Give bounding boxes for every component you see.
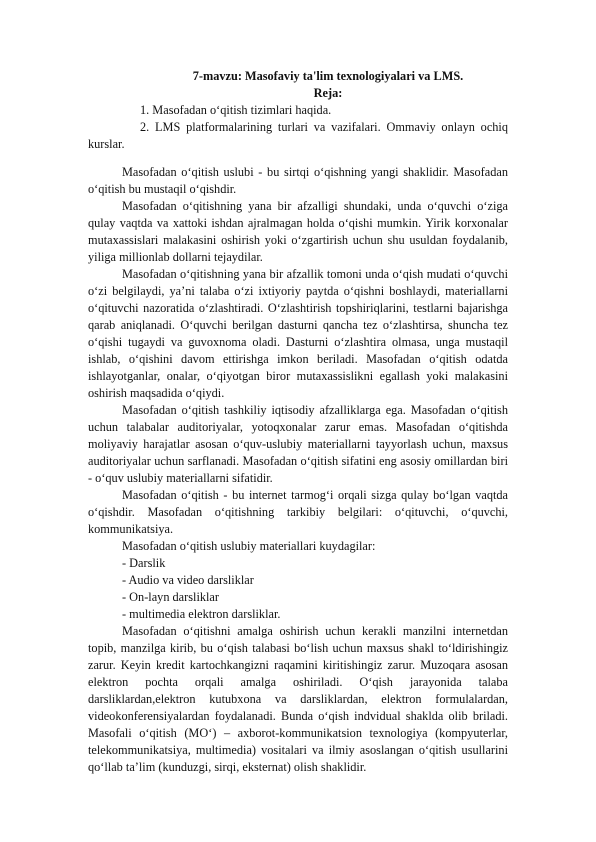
materials-item: - On-layn darsliklar	[122, 590, 219, 604]
materials-item: - Darslik	[122, 556, 166, 570]
paragraph-5: Masofadan o‘qitish - bu internet tarmog‘i orqali sizga qulay bo‘lgan vaqtda o‘qishdir. Masofadan o‘qitishning tarkibiy belgilari: o‘qituvchi, o‘quvchi, kommunikatsiya.	[88, 488, 508, 536]
plan-item-1: 1. Masofadan o‘qitish tizimlari haqida.	[140, 103, 332, 117]
materials-item: - multimedia elektron darsliklar.	[122, 607, 281, 621]
materials-intro: Masofadan o‘qitish uslubiy materiallari kuydagilar:	[122, 539, 376, 553]
paragraph-4: Masofadan o‘qitish tashkiliy iqtisodiy afzalliklarga ega. Masofadan o‘qitish uchun talabalar auditoriyalar, yotoqxonalar zarur emas. Masofadan o‘qitishda moliyaviy harajatlar asosan o‘quv-uslubiy materiallarni tayyorlash uchun, maxsus auditoriyalar uchun sarflanadi. Masofadan o‘qitish sifatini eng asosiy omillardan biri - o‘quv uslubiy materiallarni sifatidir.	[88, 403, 508, 485]
paragraph-2: Masofadan o‘qitishning yana bir afzalligi shundaki, unda o‘quvchi o‘ziga qulay vaqtda va xattoki ishdan ajralmagan holda o‘qishi mumkin. Yirik korxonalar mutaxassislari malakasini oshirish yoki o‘zgartirish uchun shu usuldan foydalanib, yiliga millionlab dollarni tejaydilar.	[88, 199, 508, 264]
spacer	[88, 153, 508, 164]
plan-heading: Reja:	[313, 86, 343, 100]
paragraph-1: Masofadan o‘qitish uslubi - bu sirtqi o‘qishning yangi shaklidir. Masofadan o‘qitish bu mustaqil o‘qishdir.	[88, 165, 508, 196]
paragraph-final: Masofadan o‘qitishni amalga oshirish uchun kerakli manzilni internetdan topib, manzilga kirib, bu o‘qish talabasi bo‘lish uchun maxsus shakl to‘ldirishingiz zarur. Keyin kredit kartochkangizni raqamini kiritishingiz zarur. Muzoqara asosan elektron pochta orqali amalga oshiriladi. O‘qish jarayonida talaba darsliklardan,elektron kutubxona va darsliklardan, elektron formulalardan, videokonferensiyalardan foydalanadi. Bunda o‘qish indvidual shaklda olib briladi. Masofali o‘qitish (MO‘) – axborot-kommunikatsion texnologiya (kompyuterlar, telekommunikatsiya, multimedia) vositalari va ilmiy asoslangan o‘qitish usullarini qo‘llab ta’lim (kunduzgi, sirqi, eksternat) olish shaklidir.	[88, 624, 508, 774]
page-title: 7-mavzu: Masofaviy ta'lim texnologiyalari va LMS.	[192, 69, 464, 83]
document-body	[88, 68, 508, 776]
plan-item-2: 2. LMS platformalarining turlari va vazifalari. Ommaviy onlayn ochiq kurslar.	[88, 120, 508, 151]
paragraph-3: Masofadan o‘qitishning yana bir afzallik tomoni unda o‘qish mudati o‘quvchi o‘zi belgilaydi, ya’ni talaba o‘zi ixtiyoriy paytda o‘qishni boshlaydi, materiallarni o‘qituvchi nazoratida o‘zlashtiradi. O‘zlashtirish topshiriqlarini, testlarni bajarishga qarab aniqlanadi. O‘quvchi berilgan dasturni qancha tez o‘zlashtirsa, shuncha tez o‘qishi tugaydi va guvoxnoma oladi. Dasturni o‘zlashtira olmasa, unga mustaqil ishlab, o‘qishini davom ettirishga imkon beriladi. Masofadan o‘qitish odatda ishlayotganlar, onalar, o‘qiyotgan biror mutaxassislikni egallash yoki malakasini oshirish maqsadida o‘qiydi.	[88, 267, 508, 400]
materials-item: - Audio va video darsliklar	[122, 573, 254, 587]
